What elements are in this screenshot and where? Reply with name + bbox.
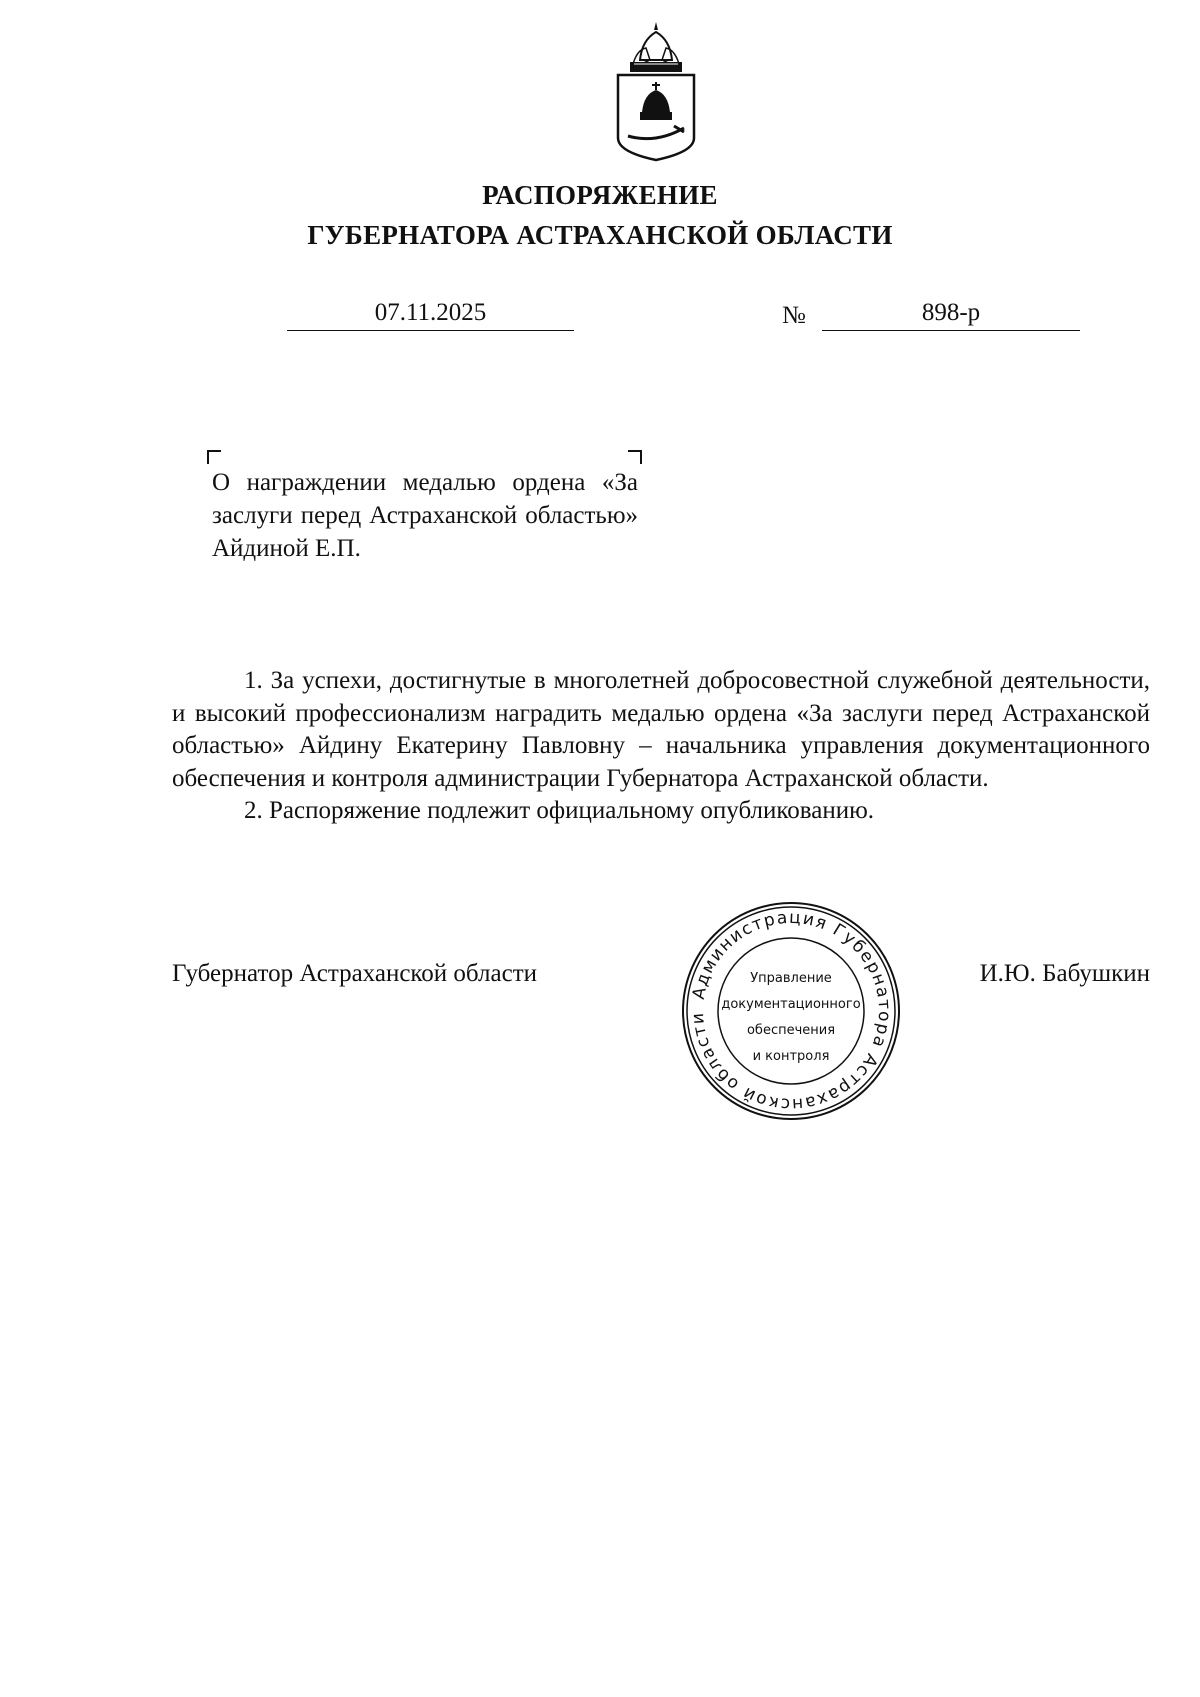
date-underline (287, 330, 574, 331)
document-date: 07.11.2025 (374, 299, 487, 326)
subject-corner-right (628, 450, 642, 464)
stamp-inner-line-3: обеспечения (746, 1023, 836, 1038)
number-underline (822, 330, 1080, 331)
document-issuer: ГУБЕРНАТОРА АСТРАХАНСКОЙ ОБЛАСТИ (307, 220, 893, 250)
body-paragraph-1: 1. За успехи, достигнутые в многолетней добросовестной служебной деятельности, и высокий профессионализм наградить медалью ордена «За заслуги перед Астраханской областью» Айдину Екатерину Павловну – начальника управления документационного обеспечения и контроля администрации Губернатора Астраханской области. (172, 667, 1150, 792)
document-title: РАСПОРЯЖЕНИЕ (482, 180, 718, 210)
body-paragraph-2: 2. Распоряжение подлежит официальному опубликованию. (244, 797, 875, 824)
signatory-position: Губернатор Астраханской области (172, 960, 538, 987)
coat-of-arms-emblem (610, 20, 702, 170)
stamp-inner-line-4: и контроля (752, 1049, 830, 1064)
official-stamp (680, 900, 902, 1122)
document-body (172, 665, 1150, 828)
signatory-name: И.Ю. Бабушкин (979, 960, 1150, 987)
stamp-inner-line-2: документационного (721, 997, 861, 1012)
document-subject: О награждении медалью ордена «За заслуги перед Астраханской областью» Айдиной Е.П. (212, 469, 638, 562)
document-number: 898-р (921, 299, 981, 326)
number-sign: № (782, 302, 806, 329)
stamp-outer-text: Администрация Губернатора Астраханской области (687, 907, 895, 1115)
subject-corner-left (207, 450, 221, 464)
stamp-inner-line-1: Управление (750, 971, 832, 986)
